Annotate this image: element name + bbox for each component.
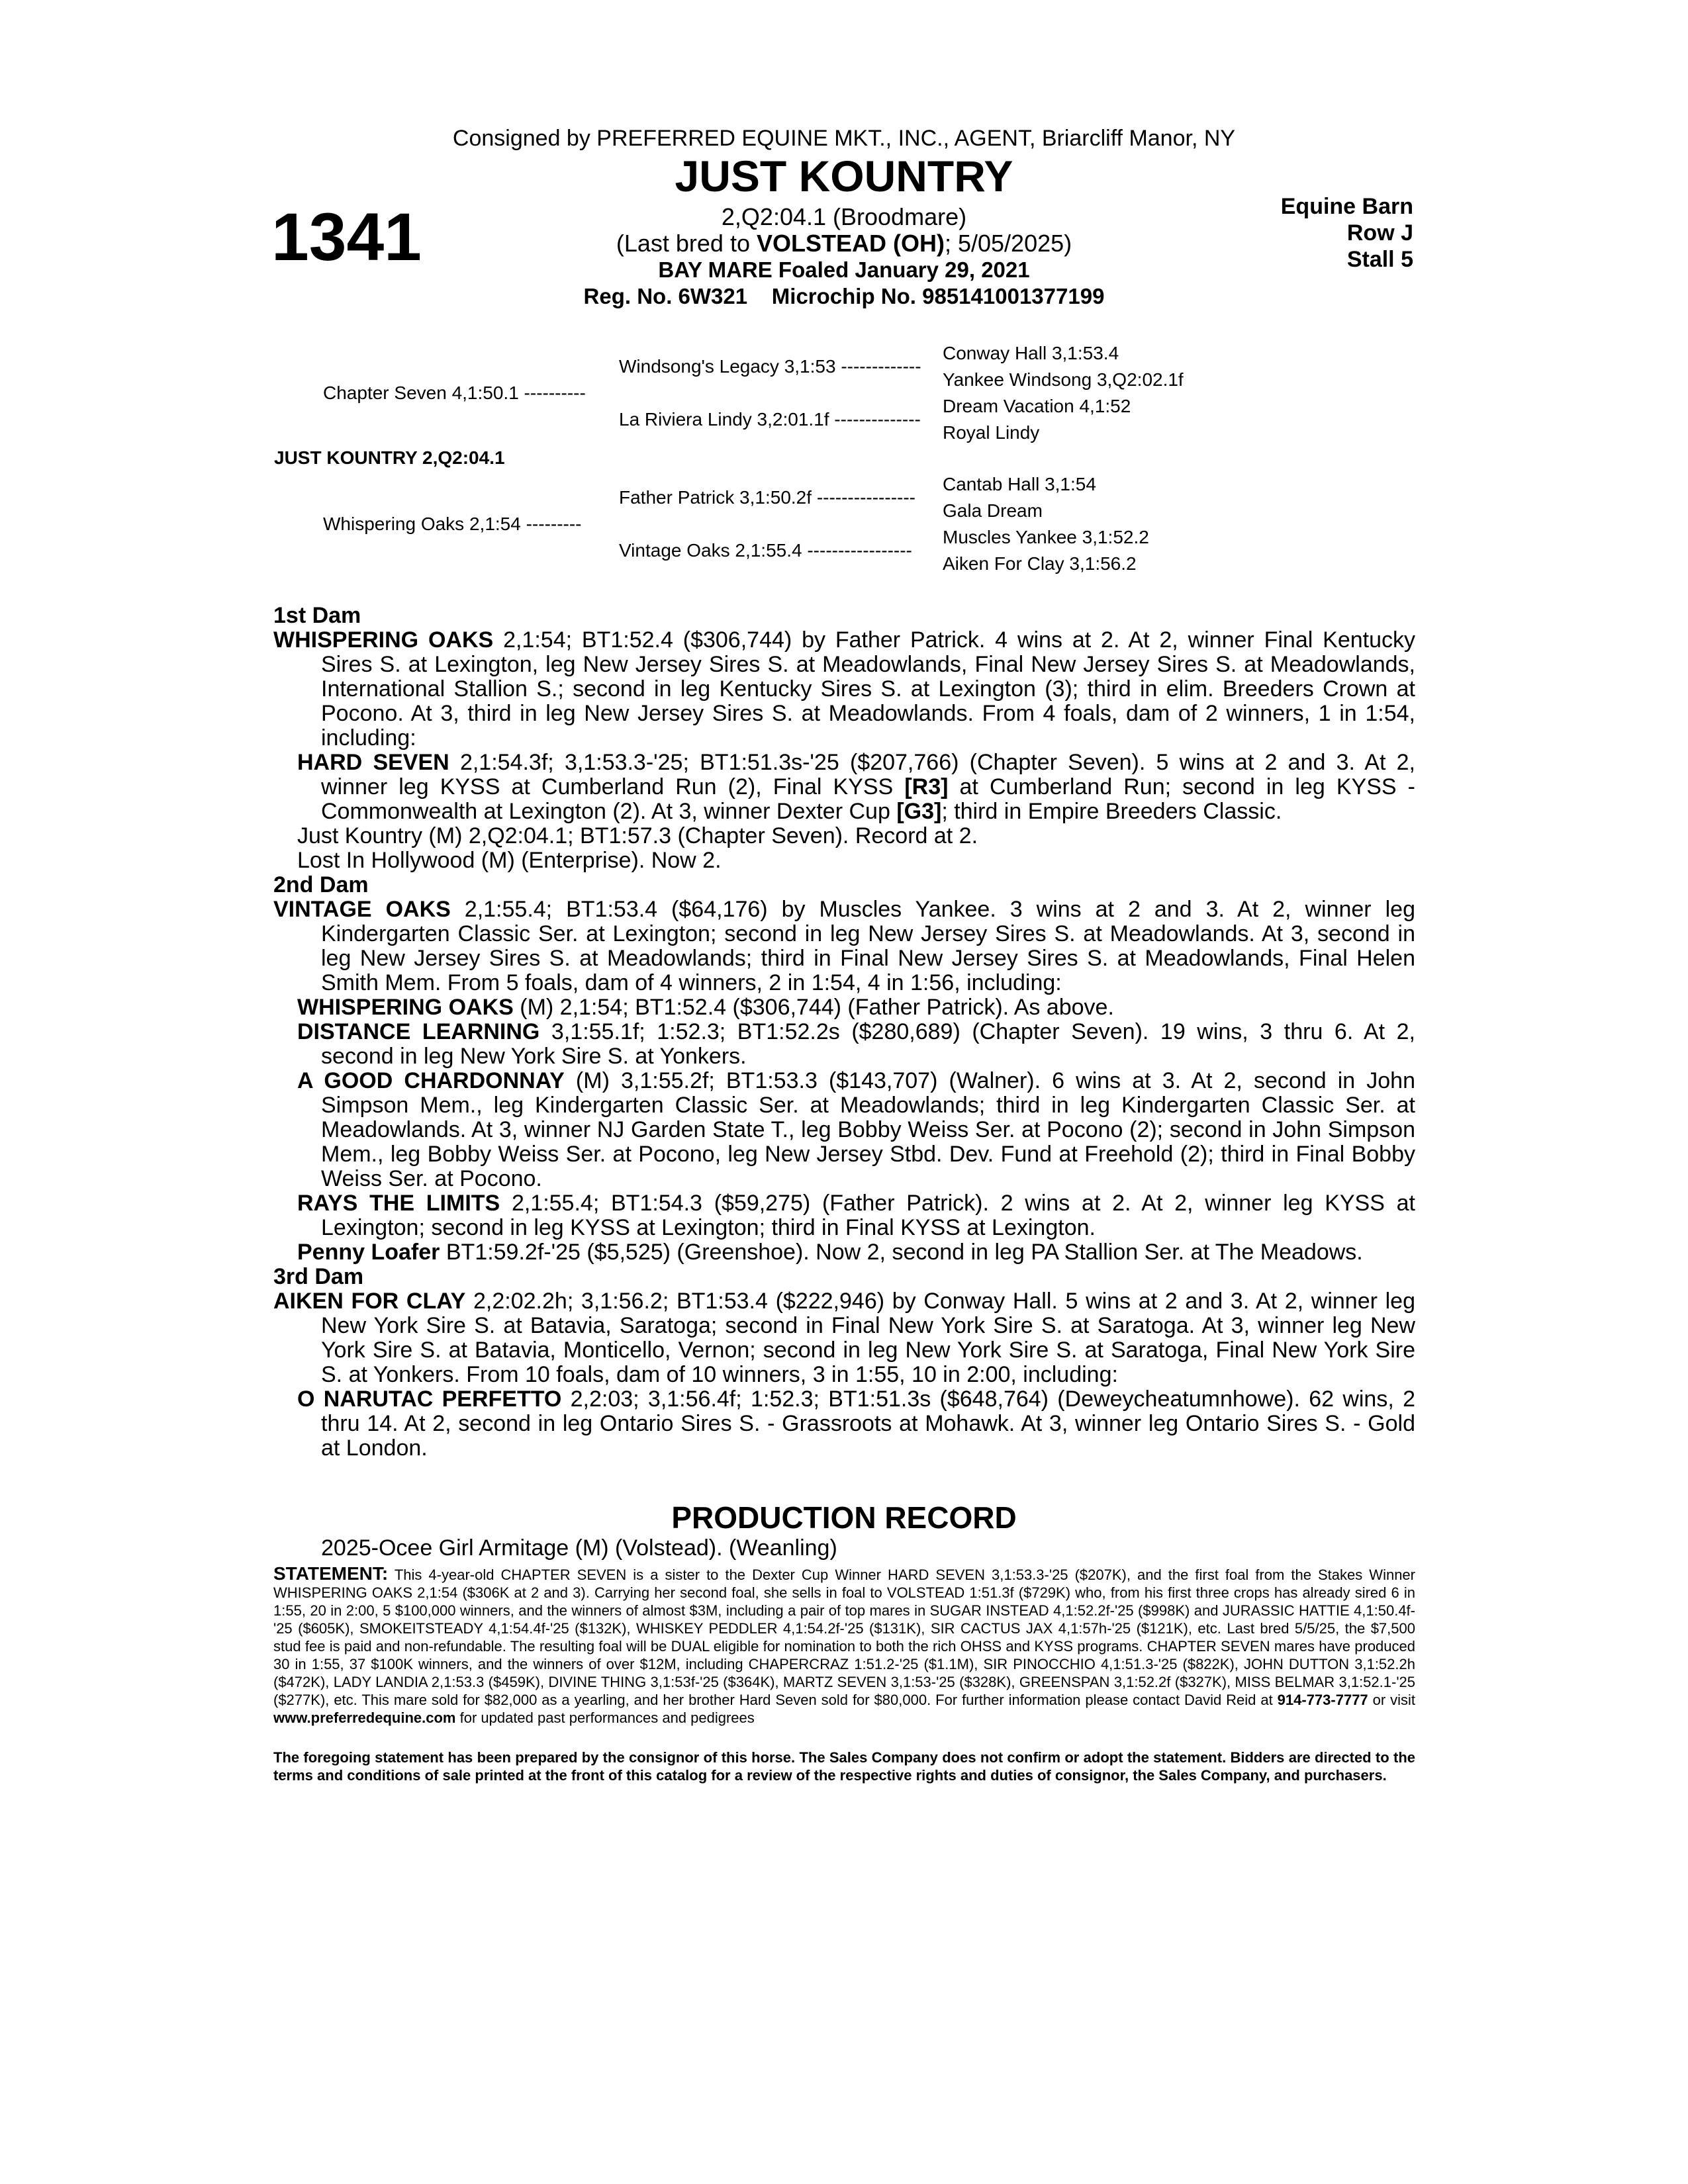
pedigree-ggp-4: Royal Lindy: [943, 422, 1040, 443]
race-record: 2,Q2:04.1 (Broodmare): [721, 203, 967, 230]
produce-text: 2,1:55.4; BT1:54.3 ($59,275) (Father Patrick). 2 wins at 2. At 2, winner leg KYSS at Lexington; second in leg KYSS at Lexington; third in Final KYSS at Lexington.: [321, 1191, 1415, 1240]
third-dam-name: AIKEN FOR CLAY: [273, 1289, 466, 1314]
pedigree-ggp-7: Muscles Yankee 3,1:52.2: [943, 527, 1149, 547]
produce-o-narutac-perfetto: [273, 1387, 1415, 1461]
pedigree-ggp-1: Conway Hall 3,1:53.4: [943, 343, 1119, 363]
first-dam-entry: [273, 628, 1415, 751]
produce-name: HARD SEVEN: [297, 750, 449, 775]
statement-text: This 4-year-old CHAPTER SEVEN is a sister to the Dexter Cup Winner HARD SEVEN 3,1:53.3-'25 ($207K), and the first foal from the Stakes Winner WHISPERING OAKS 2,1:54 ($306K at 2 and 3). Carrying her second foal, she sells in foal to VOLSTEAD 1:51.3f ($729K) who, from his first three crops has already sired 6 in 1:55, 20 in 2:00, 5 $100,000 winners, and the winners of almost $3M, including a pair of top mares in SUGAR INSTEAD 4,1:52.2f-'25 ($998K) and JURASSIC HATTIE 4,1:50.4f-'25 ($605K), SMOKEITSTEADY 4,1:54.4f-'25 ($132K), WHISKEY PEDDLER 4,1:54.2f-'25 ($131K), SIR CACTUS JAX 4,1:57h-'25 ($121K), etc. Last bred 5/5/25, the $7,500 stud fee is paid and non-refundable. The resulting foal will be DUAL eligible for nomination to both the rich OHSS and KYSS programs. CHAPTER SEVEN mares have produced 30 in 1:55, 37 $100K winners, and the winners of over $12M, including CHAPERCRAZ 1:51.2-'25 ($1.1M), SIR PINOCCHIO 4,1:51.3-'25 ($822K), JOHN DUTTON 3,1:52.2h ($472K), LADY LANDIA 2,1:53.3 ($459K), DIVINE THING 3,1:53f-'25 ($364K), MARTZ SEVEN 3,1:53-'25 ($328K), GREENSPAN 3,1:52.2f ($327K), MISS BELMAR 3,1:52.1-'25 ($277K), etc. This mare sold for $82,000 as a yearling, and her brother Hard Seven sold for $80,000. For further information please contact David Reid at: [273, 1567, 1415, 1708]
barn-name: Equine Barn: [1280, 194, 1413, 219]
pedigree-dam-sire: Father Patrick 3,1:50.2f ----------------: [619, 487, 915, 508]
statement-text-2: or visit: [1368, 1692, 1415, 1708]
produce-name: WHISPERING OAKS: [297, 995, 514, 1020]
produce-whispering-oaks: [273, 995, 1415, 1020]
dam-sections: [273, 604, 1415, 1461]
contact-phone: 914-773-7777: [1277, 1692, 1368, 1708]
produce-hard-seven: [273, 751, 1415, 824]
production-record-title: PRODUCTION RECORD: [671, 1500, 1017, 1535]
produce-text: (M) 3,1:55.2f; BT1:53.3 ($143,707) (Walner). 6 wins at 3. At 2, second in John Simpson Mem., leg Kindergarten Classic Ser. at Meadowlands; third in leg Kindergarten Classic Ser. at Meadowlands. At 3, winner NJ Garden State T., leg Bobby Weiss Ser. at Pocono (2); second in John Simpson Mem., leg Bobby Weiss Ser. at Pocono, leg New Jersey Stbd. Dev. Fund at Freehold (2); third in Final Bobby Weiss Ser. at Pocono.: [321, 1068, 1416, 1191]
horse-name: JUST KOUNTRY: [675, 152, 1013, 201]
hip-number: 1341: [271, 199, 422, 275]
produce-rays-the-limits: [273, 1191, 1415, 1240]
pedigree-dam-dam: Vintage Oaks 2,1:55.4 -----------------: [619, 540, 912, 561]
pedigree-ggp-2: Yankee Windsong 3,Q2:02.1f: [943, 369, 1184, 390]
last-bred-prefix: (Last bred to: [616, 230, 757, 257]
pedigree-subject: JUST KOUNTRY 2,Q2:04.1: [274, 447, 505, 468]
produce-name: RAYS THE LIMITS: [297, 1191, 500, 1216]
produce-name: Penny Loafer: [297, 1240, 440, 1265]
first-dam-label: 1st Dam: [273, 603, 361, 628]
production-entry: 2025-Ocee Girl Armitage (M) (Volstead). (Weanling): [321, 1535, 837, 1561]
pedigree-dam: Whispering Oaks 2,1:54 ---------: [323, 514, 582, 534]
produce-text-a: 2,1:54.3f; 3,1:53.3-'25; BT1:51.3s-'25 ($207,766) (Chapter Seven). 5 wins at 2 and 3. At 2, winner leg KYSS at Cumberland Run (2), Final KYSS: [321, 750, 1415, 799]
produce-text: BT1:59.2f-'25 ($5,525) (Greenshoe). Now 2, second in leg PA Stallion Ser. at The Meadows.: [440, 1240, 1363, 1265]
produce-penny-loafer: [273, 1240, 1415, 1265]
produce-lost-in-hollywood: Lost In Hollywood (M) (Enterprise). Now 2.: [297, 848, 722, 873]
website-link[interactable]: www.preferredequine.com: [273, 1709, 456, 1726]
consignor-line: Consigned by PREFERRED EQUINE MKT., INC., AGENT, Briarcliff Manor, NY: [452, 126, 1236, 151]
pedigree-sire: Chapter Seven 4,1:50.1 ----------: [323, 383, 586, 403]
second-dam-text: 2,1:55.4; BT1:53.4 ($64,176) by Muscles Yankee. 3 wins at 2 and 3. At 2, winner leg Kindergarten Classic Ser. at Lexington; second in leg New Jersey Sires S. at Meadowlands. At 3, second in leg New Jersey Sires S. at Meadowlands; third in Final New Jersey Sires S. at Meadowlands, Final Helen Smith Mem. From 5 foals, dam of 4 winners, 2 in 1:54, 4 in 1:56, including:: [321, 897, 1415, 995]
sales-disclaimer: The foregoing statement has been prepared by the consignor of this horse. The Sales Company does not confirm or adopt the statement. Bidders are directed to the terms and conditions of sale printed at the front of this catalog for a review of the respective rights and duties of consignor, the Sales Company, and purchasers.: [273, 1749, 1415, 1784]
produce-text-b: at Cumberland Run; second in leg KYSS - Commonwealth at Lexington (2). At 3, winner Dexter Cup: [321, 774, 1415, 824]
second-dam-name: VINTAGE OAKS: [273, 897, 451, 922]
consignor-statement: [273, 1565, 1415, 1727]
pedigree-ggp-3: Dream Vacation 4,1:52: [943, 396, 1131, 416]
first-dam-name: WHISPERING OAKS: [273, 627, 494, 653]
produce-text-c: ; third in Empire Breeders Classic.: [941, 799, 1282, 824]
last-bred-sire: VOLSTEAD (OH): [756, 230, 945, 257]
last-bred-suffix: ; 5/05/2025): [944, 230, 1072, 257]
statement-text-3: for updated past performances and pedigrees: [455, 1709, 755, 1726]
produce-just-kountry: Just Kountry (M) 2,Q2:04.1; BT1:57.3 (Chapter Seven). Record at 2.: [297, 823, 978, 848]
second-dam-entry: [273, 897, 1415, 995]
first-dam-text: 2,1:54; BT1:52.4 ($306,744) by Father Patrick. 4 wins at 2. At 2, winner Final Kentucky Sires S. at Lexington, leg New Jersey Sires S. at Meadowlands, Final New Jersey Sires S. at Meadowlands, International Stallion S.; second in leg Kentucky Sires S. at Lexington (3); third in elim. Breeders Crown at Pocono. At 3, third in leg New Jersey Sires S. at Meadowlands. From 4 foals, dam of 2 winners, 1 in 1:54, including:: [321, 627, 1415, 751]
race-grade-r3: [R3]: [904, 774, 949, 799]
produce-name: DISTANCE LEARNING: [297, 1019, 540, 1044]
last-bred-line: [0, 230, 1688, 257]
pedigree-ggp-5: Cantab Hall 3,1:54: [943, 474, 1096, 494]
produce-distance-learning: [273, 1020, 1415, 1069]
produce-name: A GOOD CHARDONNAY: [297, 1068, 565, 1093]
barn-row: Row J: [1346, 220, 1413, 246]
third-dam-text: 2,2:02.2h; 3,1:56.2; BT1:53.4 ($222,946) by Conway Hall. 5 wins at 2 and 3. At 2, winner leg New York Sire S. at Batavia, Saratoga; second in Final New York Sire S. at Saratoga. At 3, winner leg New York Sire S. at Batavia, Monticello, Vernon; second in leg New York Sire S. at Saratoga, Final New York Sire S. at Yonkers. From 10 foals, dam of 10 winners, 3 in 1:55, 10 in 2:00, including:: [321, 1289, 1415, 1387]
produce-text: (M) 2,1:54; BT1:52.4 ($306,744) (Father Patrick). As above.: [513, 995, 1114, 1020]
pedigree-sire-dam: La Riviera Lindy 3,2:01.1f --------------: [619, 409, 921, 430]
produce-name: O NARUTAC PERFETTO: [297, 1387, 562, 1412]
race-grade-g3: [G3]: [896, 799, 942, 824]
pedigree-ggp-8: Aiken For Clay 3,1:56.2: [943, 553, 1137, 574]
registration-line: Reg. No. 6W321 Microchip No. 985141001377199: [583, 284, 1105, 308]
statement-label: STATEMENT:: [273, 1563, 389, 1584]
second-dam-label: 2nd Dam: [273, 872, 369, 897]
barn-stall: Stall 5: [1346, 247, 1413, 272]
third-dam-entry: [273, 1289, 1415, 1387]
pedigree-ggp-6: Gala Dream: [943, 500, 1043, 521]
produce-text: 3,1:55.1f; 1:52.3; BT1:52.2s ($280,689) (Chapter Seven). 19 wins, 3 thru 6. At 2, second in leg New York Sire S. at Yonkers.: [321, 1019, 1415, 1069]
produce-a-good-chardonnay: [273, 1069, 1415, 1191]
third-dam-label: 3rd Dam: [273, 1264, 364, 1289]
horse-description: BAY MARE Foaled January 29, 2021: [658, 257, 1030, 282]
pedigree-sire-sire: Windsong's Legacy 3,1:53 -------------: [619, 356, 921, 377]
produce-text: 2,2:03; 3,1:56.4f; 1:52.3; BT1:51.3s ($648,764) (Deweycheatumnhowe). 62 wins, 2 thru 14. At 2, second in leg Ontario Sires S. - Grassroots at Mohawk. At 3, winner leg Ontario Sires S. - Gold at London.: [321, 1387, 1415, 1461]
